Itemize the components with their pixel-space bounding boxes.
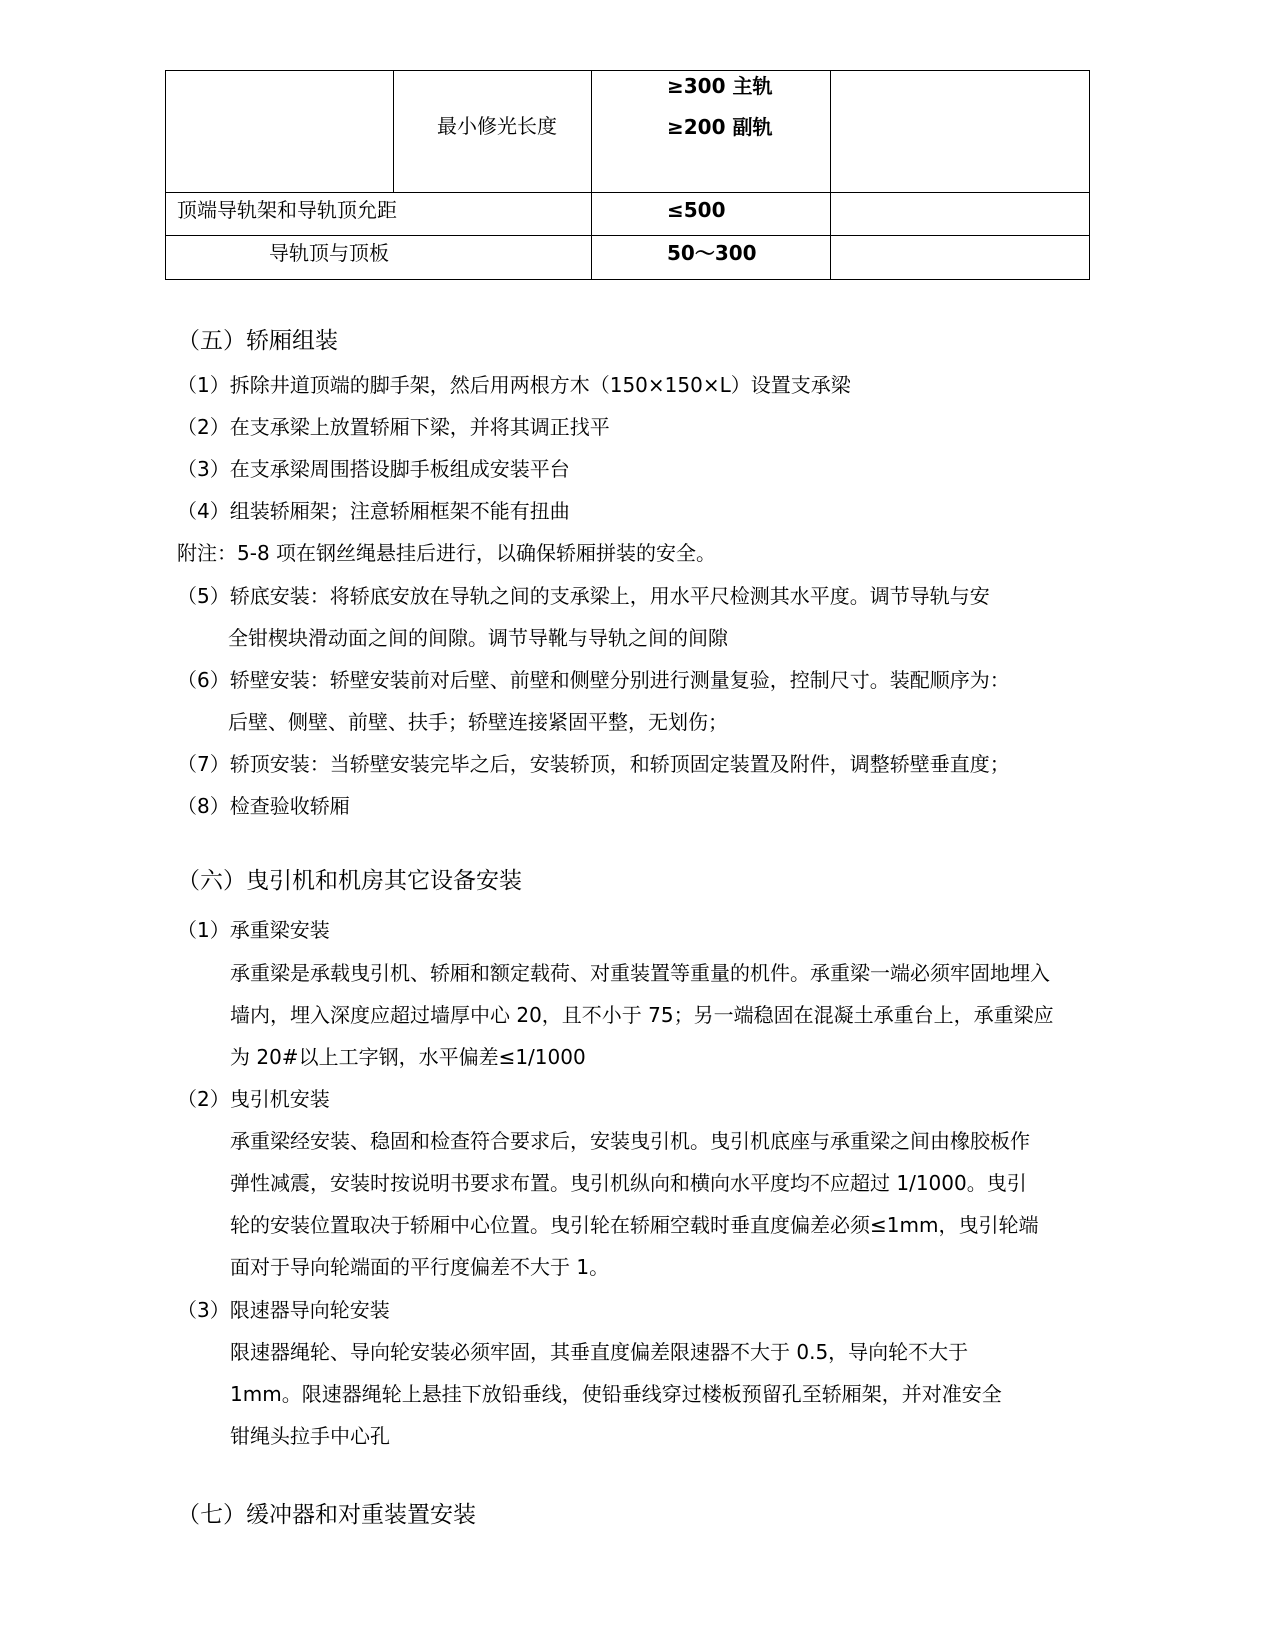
table-col-divider bbox=[591, 70, 592, 280]
list-item: （5）轿底安装：将轿底安放在导轨之间的支承梁上，用水平尺检测其水平度。调节导轨与安 bbox=[177, 584, 990, 608]
list-item: （1）拆除井道顶端的脚手架，然后用两根方木（150×150×L）设置支承梁 bbox=[177, 373, 851, 397]
paragraph-line: 弹性减震，安装时按说明书要求布置。曳引机纵向和横向水平度均不应超过 1/1000。曳引 bbox=[230, 1171, 1027, 1195]
paragraph-line: 1mm。限速器绳轮上悬挂下放铅垂线，使铅垂线穿过楼板预留孔至轿厢架，并对准安全 bbox=[230, 1382, 1002, 1406]
list-item-continuation: 全钳楔块滑动面之间的间隙。调节导靴与导轨之间的间隙 bbox=[228, 626, 728, 650]
list-item: （8）检查验收轿厢 bbox=[177, 794, 350, 818]
paragraph-line: 为 20#以上工字钢，水平偏差≤1/1000 bbox=[230, 1045, 586, 1069]
section-heading: （七）缓冲器和对重装置安装 bbox=[177, 1502, 476, 1528]
spec-table bbox=[165, 70, 1090, 280]
list-item: （3）在支承梁周围搭设脚手板组成安装平台 bbox=[177, 457, 570, 481]
list-item: （2）在支承梁上放置轿厢下梁，并将其调正找平 bbox=[177, 415, 610, 439]
subsection-title: （3）限速器导向轮安装 bbox=[177, 1298, 390, 1322]
paragraph-line: 钳绳头拉手中心孔 bbox=[230, 1424, 390, 1448]
table-cell-value: ≤500 bbox=[667, 198, 726, 222]
section-heading: （六）曳引机和机房其它设备安装 bbox=[177, 868, 522, 894]
paragraph-line: 轮的安装位置取决于轿厢中心位置。曳引轮在轿厢空载时垂直度偏差必须≤1mm，曳引轮端 bbox=[230, 1213, 1039, 1237]
table-row-divider bbox=[165, 235, 1090, 236]
table-border-top bbox=[165, 70, 1090, 71]
table-col-divider bbox=[830, 70, 831, 280]
list-item: （6）轿壁安装：轿壁安装前对后壁、前壁和侧壁分别进行测量复验，控制尺寸。装配顺序为： bbox=[177, 668, 1010, 692]
section-heading: （五）轿厢组装 bbox=[177, 328, 338, 354]
table-cell-value: ≥200 副轨 bbox=[667, 115, 773, 139]
list-item: （4）组装轿厢架；注意轿厢框架不能有扭曲 bbox=[177, 499, 570, 523]
paragraph-line: 承重梁是承载曳引机、轿厢和额定载荷、对重装置等重量的机件。承重梁一端必须牢固地埋入 bbox=[230, 961, 1050, 985]
subsection-title: （2）曳引机安装 bbox=[177, 1087, 330, 1111]
paragraph-line: 墙内，埋入深度应超过墙厚中心 20，且不小于 75；另一端稳固在混凝土承重台上，承重梁应 bbox=[230, 1003, 1054, 1027]
list-item: （7）轿顶安装：当轿壁安装完毕之后，安装轿顶，和轿顶固定装置及附件，调整轿壁垂直度； bbox=[177, 752, 1010, 776]
table-border-right bbox=[1089, 70, 1090, 280]
paragraph-line: 承重梁经安装、稳固和检查符合要求后，安装曳引机。曳引机底座与承重梁之间由橡胶板作 bbox=[230, 1129, 1030, 1153]
subsection-title: （1）承重梁安装 bbox=[177, 918, 330, 942]
table-border-left bbox=[165, 70, 166, 280]
table-cell-label: 最小修光长度 bbox=[437, 114, 557, 138]
table-col-divider bbox=[393, 70, 394, 192]
paragraph-line: 限速器绳轮、导向轮安装必须牢固，其垂直度偏差限速器不大于 0.5，导向轮不大于 bbox=[230, 1340, 969, 1364]
table-cell-label: 顶端导轨架和导轨顶允距 bbox=[177, 198, 397, 222]
note-text: 附注：5-8 项在钢丝绳悬挂后进行，以确保轿厢拼装的安全。 bbox=[177, 541, 717, 565]
table-border-bottom bbox=[165, 279, 1090, 280]
table-row-divider bbox=[165, 192, 1090, 193]
table-cell-label: 导轨顶与顶板 bbox=[269, 241, 389, 265]
table-cell-value: 50～300 bbox=[667, 241, 757, 265]
table-cell-value: ≥300 主轨 bbox=[667, 74, 773, 98]
paragraph-line: 面对于导向轮端面的平行度偏差不大于 1。 bbox=[230, 1255, 610, 1279]
list-item-continuation: 后壁、侧壁、前壁、扶手；轿壁连接紧固平整，无划伤； bbox=[228, 710, 728, 734]
